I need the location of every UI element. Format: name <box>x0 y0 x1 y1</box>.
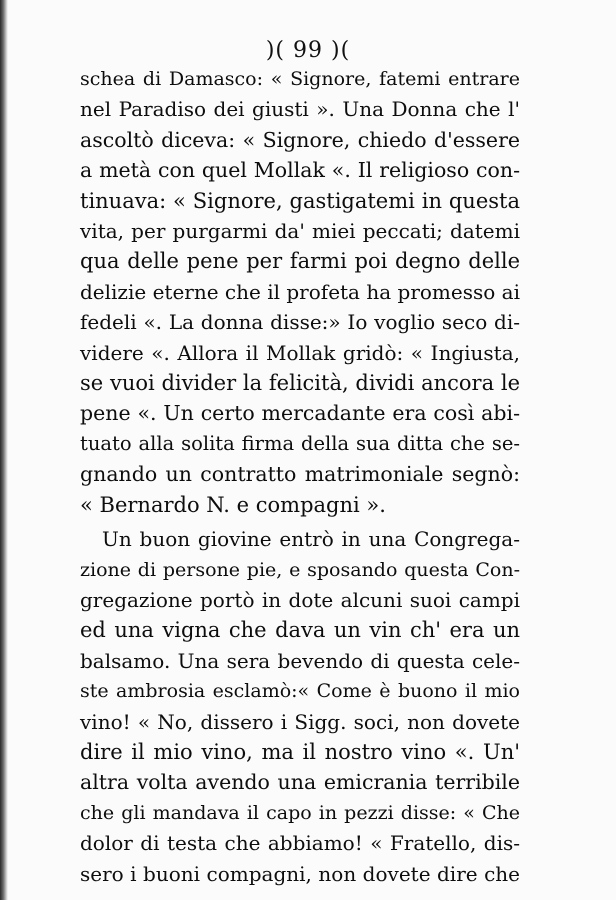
text-line: schea di Damasco: « Signore, fatemi entrare <box>80 68 520 90</box>
text-line: videre «. Allora il Mollak gridò: « Ingiusta, <box>80 340 520 365</box>
text-line: nel Paradiso dei giusti ». Una Donna che l' <box>80 97 520 122</box>
paragraph-1 <box>80 64 520 520</box>
page-binding-shadow <box>0 0 8 900</box>
text-line: dire il mio vino, ma il nostro vino «. Un' <box>80 739 520 764</box>
text-line: delizie eterne che il profeta ha promesso ai <box>80 279 520 304</box>
text-line: a metà con quel Mollak «. Il religioso con- <box>80 158 520 183</box>
text-line: altra volta avendo una emicrania terribile <box>80 770 520 795</box>
text-line: Un buon giovine entrò in una Congrega- <box>102 527 520 552</box>
text-line: zione di persone pie, e sposando questa Con- <box>80 558 520 581</box>
text-line: balsamo. Una sera bevendo di questa cele- <box>80 648 520 673</box>
text-line: dolor di testa che abbiamo! « Fratello, dis- <box>80 831 520 856</box>
text-line: « Bernardo N. e compagni ». <box>80 492 386 517</box>
text-line: vino! « No, dissero i Sigg. soci, non dovete <box>80 709 520 734</box>
text-line: ascoltò diceva: « Signore, chiedo d'essere <box>80 127 520 152</box>
text-line: ste ambrosia esclamò:« Come è buono il mio <box>80 680 520 703</box>
text-line: gnando un contratto matrimoniale segnò: <box>80 462 520 487</box>
text-line: se vuoi divider la felicità, dividi ancora le <box>80 371 520 396</box>
text-line: tinuava: « Signore, gastigatemi in questa <box>80 188 520 213</box>
text-line: che gli mandava il capo in pezzi disse: « Che <box>80 801 520 824</box>
text-line: vita, per purgarmi da' miei peccati; datemi <box>80 219 520 244</box>
text-line: ed una vigna che dava un vin ch' era un <box>80 618 520 643</box>
text-line: pene «. Un certo mercadante era così abi- <box>80 401 520 426</box>
text-line: qua delle pene per farmi poi degno delle <box>80 249 520 274</box>
text-line: tuato alla solita firma della sua ditta che se- <box>80 431 520 455</box>
text-line: fedeli «. La donna disse:» Io voglio seco di- <box>80 310 520 335</box>
paragraph-2 <box>80 524 520 889</box>
text-line: gregazione portò in dote alcuni suoi campi <box>80 587 520 612</box>
text-line: sero i buoni compagni, non dovete dire che <box>80 861 520 886</box>
body-text <box>80 64 520 889</box>
page-number: )( 99 )( <box>265 38 351 63</box>
